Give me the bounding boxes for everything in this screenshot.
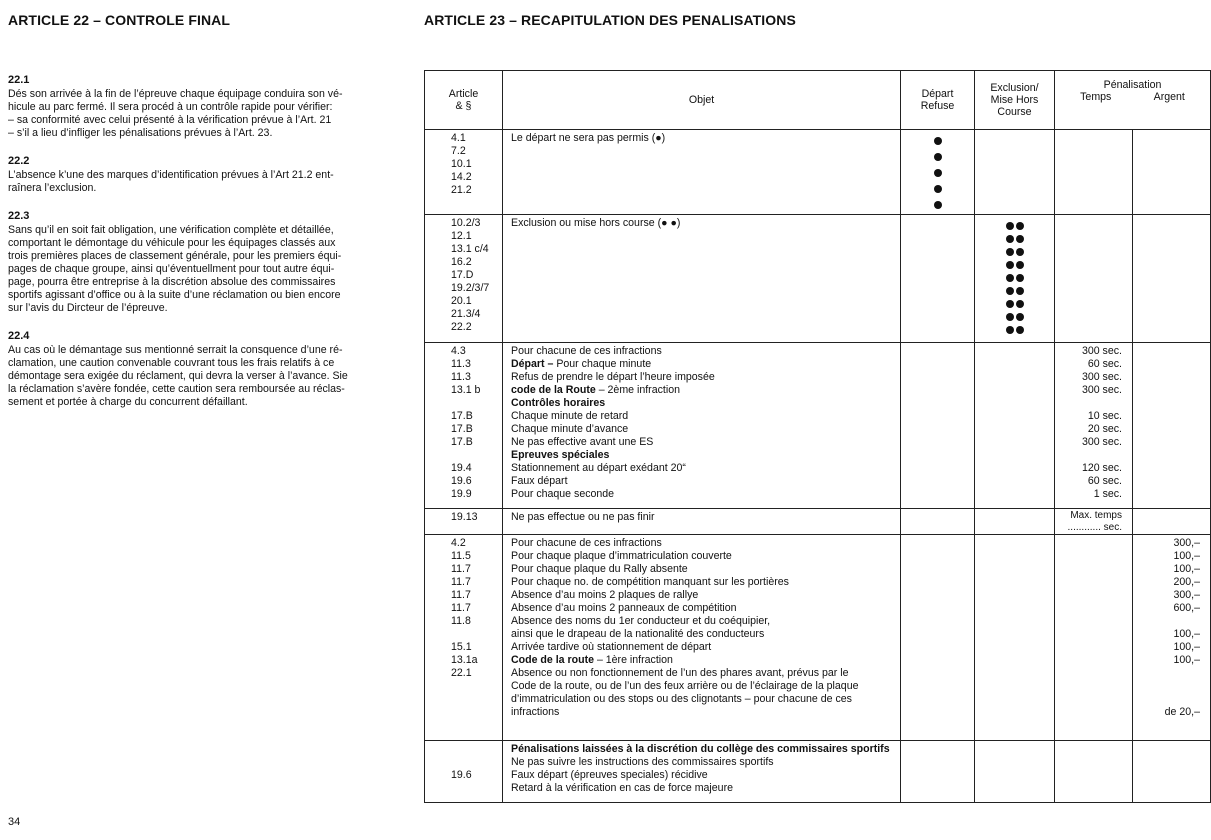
section-line: la réclamation s’avère fondée, cette caution sera remboursée au réclas- [8, 383, 345, 395]
argent-cell [1133, 509, 1211, 535]
objet-line [511, 743, 900, 756]
objet-line: Absence d’au moins 2 panneaux de compétition [511, 602, 737, 614]
temps-cell [1055, 215, 1133, 343]
argent-value: de 20,– [1164, 706, 1201, 718]
objet-line: code de la Route – 2ème infraction [511, 384, 680, 396]
article-ref [451, 397, 502, 410]
argent-cell [1133, 535, 1211, 741]
temps-value: 60 sec. [1087, 358, 1122, 370]
objet-line: Ne pas effectue ou ne pas finir [511, 511, 655, 523]
objet-line: Ne pas effective avant une ES [511, 436, 654, 448]
objet-line: Stationnement au départ exédant 20“ [511, 462, 686, 474]
max-temps-line: ............ sec. [1067, 522, 1122, 533]
exclusion-dot [1016, 326, 1024, 334]
exclusion-dot [1016, 300, 1024, 308]
objet-line: Pour chaque seconde [511, 488, 615, 500]
exclusion-dot [1016, 235, 1024, 243]
article-ref: 21.3/4 [451, 308, 481, 320]
header-temps: Temps [1080, 91, 1112, 103]
section-line: sur l’avis du Dircteur de l’épreuve. [8, 302, 168, 314]
exclusion-dot [1016, 261, 1024, 269]
max-temps-line: Max. temps [1070, 510, 1122, 521]
article-ref: 13.1a [451, 654, 478, 666]
exclusion-dot [1016, 248, 1024, 256]
article-ref: 10.1 [451, 158, 472, 170]
section-line: Dés son arrivée à la fin de l’épreuve chaque équipage conduira son vé- [8, 88, 343, 100]
argent-cell [1133, 343, 1211, 509]
objet-line [511, 449, 900, 462]
article-ref: 19.6 [451, 475, 472, 487]
objet-cell [503, 130, 901, 215]
section-line: sportifs agissant d’office ou à la suite d’une réclamation ou bien encore [8, 289, 341, 301]
objet-line: Le départ ne sera pas permis (●) [511, 132, 666, 144]
exclusion-cell [975, 130, 1055, 215]
article-ref [451, 693, 502, 706]
objet-line: Chaque minute de retard [511, 410, 629, 422]
exclusion-dot [1006, 235, 1014, 243]
article-ref: 14.2 [451, 171, 472, 183]
article-ref: 22.1 [451, 667, 472, 679]
article-ref: 11.3 [451, 371, 471, 383]
article-ref: 17.D [451, 269, 474, 281]
exclusion-dot-pair [975, 323, 1054, 336]
exclusion-dot [1016, 222, 1024, 230]
article-ref: 13.1 b [451, 384, 481, 396]
article-ref: 11.7 [451, 589, 471, 601]
article-ref [451, 756, 502, 769]
objet-bold: Contrôles horaires [511, 397, 606, 409]
exclusion-cell [975, 509, 1055, 535]
header-penalisation-label: Pénalisation [1103, 79, 1162, 91]
argent-value: 300,– [1173, 589, 1201, 601]
exclusion-dot-pair [975, 310, 1054, 323]
exclusion-dot [1016, 274, 1024, 282]
temps-cell [1055, 741, 1133, 803]
article-ref: 19.6 [451, 769, 472, 781]
article-22-title: ARTICLE 22 – CONTROLE FINAL [8, 12, 231, 28]
depart-dot [934, 153, 942, 161]
depart-cell [901, 741, 975, 803]
exclusion-dot-pair [975, 271, 1054, 284]
argent-value [1133, 680, 1200, 693]
article-ref: 15.1 [451, 641, 472, 653]
article-ref: 11.8 [451, 615, 471, 627]
header-depart: Départ Refuse [901, 71, 975, 130]
exclusion-dot [1016, 287, 1024, 295]
section-line: sement et portée à charge du concurrent défaillant. [8, 396, 248, 408]
objet-line: Pour chaque plaque d’immatriculation couverte [511, 550, 732, 562]
article-cell [425, 741, 503, 803]
section-22-4 [8, 330, 388, 409]
temps-value: 300 sec. [1081, 345, 1122, 357]
depart-dot [934, 201, 942, 209]
argent-value: 100,– [1173, 654, 1201, 666]
temps-value: 1 sec. [1093, 488, 1122, 500]
article-ref: 17.B [451, 436, 473, 448]
section-line: raînera l’exclusion. [8, 182, 97, 194]
objet-line: Arrivée tardive où stationnement de départ [511, 641, 712, 653]
header-exclusion: Exclusion/ Mise Hors Course [975, 71, 1055, 130]
article-ref: 21.2 [451, 184, 472, 196]
objet-bold: code de la Route [511, 384, 596, 396]
argent-value [1133, 667, 1200, 680]
objet-line: Exclusion ou mise hors course (● ●) [511, 217, 681, 229]
objet-line: Code de la route, ou de l’un des feux arrière ou de l’éclairage de la plaque [511, 680, 859, 692]
article-ref: 19.13 [451, 511, 478, 523]
article-cell [425, 343, 503, 509]
argent-cell [1133, 130, 1211, 215]
temps-value [1055, 397, 1122, 410]
article-ref: 11.7 [451, 576, 471, 588]
table-row [425, 741, 1211, 803]
objet-line: Pour chacune de ces infractions [511, 345, 662, 357]
article-ref [451, 680, 502, 693]
exclusion-dot [1006, 313, 1014, 321]
argent-value: 100,– [1173, 563, 1201, 575]
argent-value: 100,– [1173, 628, 1201, 640]
argent-value: 100,– [1173, 641, 1201, 653]
exclusion-cell [975, 215, 1055, 343]
objet-line: Faux départ [511, 475, 568, 487]
objet-line: infractions [511, 706, 560, 718]
article-ref: 16.2 [451, 256, 472, 268]
temps-value: 60 sec. [1087, 475, 1122, 487]
exclusion-dot [1006, 287, 1014, 295]
objet-cell [503, 343, 901, 509]
exclusion-dot [1006, 274, 1014, 282]
article-ref: 19.2/3/7 [451, 282, 490, 294]
objet-line: Départ – Pour chaque minute [511, 358, 652, 370]
article-ref [451, 743, 502, 756]
section-line: pages de chaque groupe, ainsi qu’éventuellment pour tout autre équi- [8, 263, 335, 275]
exclusion-cell [975, 343, 1055, 509]
article-ref [451, 782, 502, 795]
article-ref: 4.2 [451, 537, 466, 549]
table-row [425, 535, 1211, 741]
table-row [425, 215, 1211, 343]
article-cell [425, 509, 503, 535]
header-argent: Argent [1153, 91, 1185, 103]
objet-cell [503, 215, 901, 343]
exclusion-dot-pair [975, 219, 1054, 232]
exclusion-dot [1006, 326, 1014, 334]
section-line: L’absence k’une des marques d’identification prévues à l’Art 21.2 ent- [8, 169, 334, 181]
objet-line: Pour chacune de ces infractions [511, 537, 662, 549]
objet-line [511, 397, 900, 410]
objet-bold: Code de la route [511, 654, 594, 666]
temps-value: 300 sec. [1081, 371, 1122, 383]
exclusion-dot-pair [975, 232, 1054, 245]
article-ref [451, 628, 502, 641]
article-ref [451, 706, 502, 719]
exclusion-cell [975, 741, 1055, 803]
article-ref: 4.3 [451, 345, 466, 357]
objet-cell [503, 509, 901, 535]
article-ref: 20.1 [451, 295, 472, 307]
depart-cell [901, 509, 975, 535]
argent-value: 100,– [1173, 550, 1201, 562]
section-22-1 [8, 74, 388, 140]
temps-value: 10 sec. [1087, 410, 1122, 422]
objet-line: Ne pas suivre les instructions des commissaires sportifs [511, 756, 774, 768]
table-row [425, 130, 1211, 215]
table-row [425, 343, 1211, 509]
page-number: 34 [8, 816, 21, 828]
depart-cell [901, 130, 975, 215]
article-ref: 10.2/3 [451, 217, 481, 229]
temps-cell [1055, 343, 1133, 509]
header-objet: Objet [503, 71, 901, 130]
article-ref: 13.1 c/4 [451, 243, 489, 255]
article-ref: 12.1 [451, 230, 472, 242]
temps-cell [1055, 535, 1133, 741]
section-line: clamation, une caution convenable couvrant tous les frais relatifs à ce [8, 357, 335, 369]
objet-bold: Pénalisations laissées à la discrétion du collège des commissaires sportifs [511, 743, 890, 755]
argent-value [1133, 615, 1200, 628]
header-penalisation [1055, 71, 1211, 130]
article-ref: 4.1 [451, 132, 466, 144]
section-22-2 [8, 155, 388, 195]
article-ref [451, 449, 502, 462]
temps-value: 120 sec. [1081, 462, 1122, 474]
objet-line: Retard à la vérification en cas de force majeure [511, 782, 733, 794]
depart-cell [901, 535, 975, 741]
table-body [425, 130, 1211, 803]
section-line: comportant le démontage du véhicule pour les équipages classés aux [8, 237, 336, 249]
exclusion-dot [1006, 300, 1014, 308]
exclusion-dot [1006, 261, 1014, 269]
objet-line: Code de la route – 1ère infraction [511, 654, 673, 666]
article-23-title: ARTICLE 23 – RECAPITULATION DES PENALISATIONS [424, 12, 796, 28]
argent-value: 600,– [1173, 602, 1201, 614]
section-22-3 [8, 210, 388, 315]
section-line: trois premières places de classement générale, pour les premiers équi- [8, 250, 342, 262]
article-cell [425, 535, 503, 741]
article-22-column [8, 12, 388, 424]
depart-dot [934, 185, 942, 193]
penalties-table [424, 70, 1211, 803]
objet-bold: Epreuves spéciales [511, 449, 610, 461]
exclusion-dot-pair [975, 245, 1054, 258]
objet-line: Pour chaque no. de compétition manquant sur les portières [511, 576, 789, 588]
objet-line: Absence ou non fonctionnement de l’un des phares avant, prévus par le [511, 667, 849, 679]
objet-line: d’immatriculation ou des stops ou des clignotants – pour chacune de ces [511, 693, 852, 705]
article-ref: 17.B [451, 423, 473, 435]
section-line: page, pourra être entreprise à la discrétion absolue des commissaires [8, 276, 336, 288]
depart-dot [934, 169, 942, 177]
depart-cell [901, 215, 975, 343]
objet-line: Chaque minute d’avance [511, 423, 629, 435]
section-line: hicule au parc fermé. Il sera procéd à un contrôle rapide pour vérifier: [8, 101, 333, 113]
argent-value [1133, 693, 1200, 706]
section-number: 22.2 [8, 155, 30, 167]
objet-cell [503, 535, 901, 741]
exclusion-cell [975, 535, 1055, 741]
header-article: Article & § [425, 71, 503, 130]
article-ref: 7.2 [451, 145, 466, 157]
article-cell [425, 130, 503, 215]
exclusion-dot [1006, 222, 1014, 230]
temps-value: 300 sec. [1081, 436, 1122, 448]
article-ref: 22.2 [451, 321, 472, 333]
temps-value [1055, 449, 1122, 462]
section-line: – sa conformité avec celui présenté à la vérification prévue à l’Art. 21 [8, 114, 332, 126]
table-header-row [425, 71, 1211, 130]
objet-line: Faux départ (épreuves speciales) récidive [511, 769, 708, 781]
objet-line: Refus de prendre le départ l’heure imposée [511, 371, 715, 383]
section-number: 22.4 [8, 330, 30, 342]
objet-line: Absence d’au moins 2 plaques de rallye [511, 589, 699, 601]
temps-value: 20 sec. [1087, 423, 1122, 435]
argent-value: 300,– [1173, 537, 1201, 549]
exclusion-dot-pair [975, 297, 1054, 310]
article-ref: 17.B [451, 410, 473, 422]
temps-cell [1055, 509, 1133, 535]
argent-value: 200,– [1173, 576, 1201, 588]
argent-cell [1133, 215, 1211, 343]
exclusion-dot-pair [975, 284, 1054, 297]
objet-line: Pour chaque plaque du Rally absente [511, 563, 688, 575]
article-ref: 11.3 [451, 358, 471, 370]
section-number: 22.1 [8, 74, 30, 86]
depart-cell [901, 343, 975, 509]
exclusion-dot [1016, 313, 1024, 321]
article-ref: 19.9 [451, 488, 472, 500]
section-line: démontage sera exigée du réclament, qui devra la verser à l’avance. Sie [8, 370, 348, 382]
objet-bold: Départ – [511, 358, 554, 370]
temps-cell [1055, 130, 1133, 215]
article-ref: 19.4 [451, 462, 472, 474]
section-line: Au cas où le démantage sus mentionné serrait la consquence d’une ré- [8, 344, 343, 356]
objet-line: Absence des noms du 1er conducteur et du coéquipier, [511, 615, 771, 627]
article-22-sections [8, 74, 388, 409]
objet-cell [503, 741, 901, 803]
article-ref: 11.7 [451, 563, 471, 575]
argent-cell [1133, 741, 1211, 803]
article-cell [425, 215, 503, 343]
temps-value: 300 sec. [1081, 384, 1122, 396]
depart-dot [934, 137, 942, 145]
table-row [425, 509, 1211, 535]
objet-line: ainsi que le drapeau de la nationalité des conducteurs [511, 628, 765, 640]
section-line: – s’il a lieu d’infliger les pénalisations prévues à l’Art. 23. [8, 127, 273, 139]
section-number: 22.3 [8, 210, 30, 222]
article-ref: 11.5 [451, 550, 471, 562]
article-ref: 11.7 [451, 602, 471, 614]
section-line: Sans qu’il en soit fait obligation, une vérification complète et détaillée, [8, 224, 334, 236]
exclusion-dot-pair [975, 258, 1054, 271]
exclusion-dot [1006, 248, 1014, 256]
